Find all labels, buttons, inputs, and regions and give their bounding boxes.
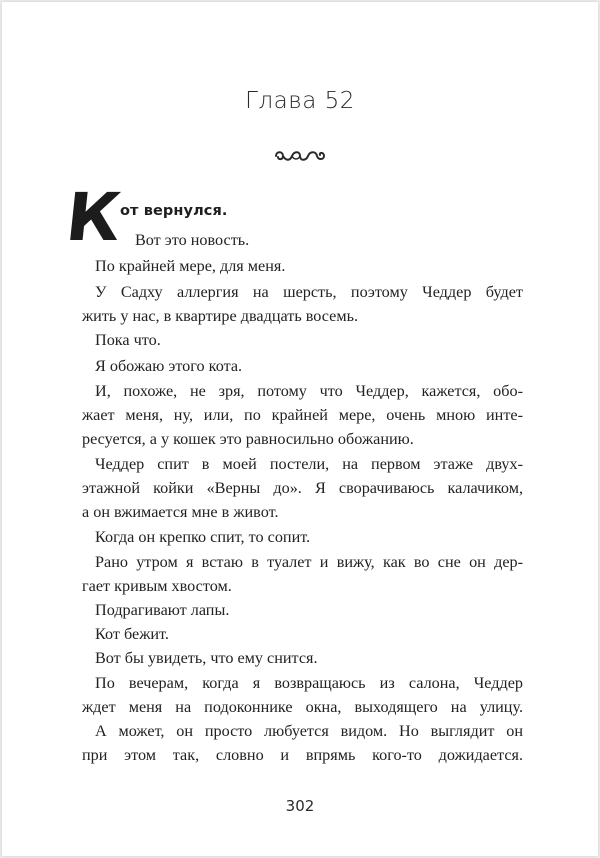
book-page bbox=[2, 2, 598, 856]
drop-cap-text: К bbox=[62, 179, 125, 256]
paragraph-line: Пока что. bbox=[95, 331, 161, 349]
paragraph-line: Рано утром я встаю в туалет и вижу, как во сне он дер- bbox=[95, 553, 523, 571]
paragraph-line: Подрагивают лапы. bbox=[95, 601, 230, 619]
paragraph-line: ресуется, а у кошек это равносильно обожанию. bbox=[82, 430, 414, 448]
paragraph-line: Чеддер спит в моей постели, на первом этаже двух- bbox=[95, 455, 523, 473]
paragraph-line: По крайней мере, для меня. bbox=[95, 257, 286, 275]
paragraph-line: жить у нас, в квартире двадцать восемь. bbox=[82, 307, 359, 325]
paragraph-line: И, похоже, не зря, потому что Чеддер, кажется, обо- bbox=[95, 382, 523, 400]
paragraph-line: гает кривым хвостом. bbox=[82, 577, 232, 595]
paragraph-line: Вот это новость. bbox=[135, 231, 250, 249]
paragraph-line: этажной койки «Верны до». Я сворачиваюсь калачиком, bbox=[82, 479, 523, 497]
page-number: 302 bbox=[285, 797, 315, 815]
swirl-ornament-icon bbox=[270, 147, 330, 165]
paragraph-line: жает меня, ну, или, по крайней мере, очень мною инте- bbox=[82, 406, 523, 424]
paragraph-line: ждет меня на подоконнике окна, выходящего на улицу. bbox=[82, 698, 523, 716]
paragraph-line: Когда он крепко спит, то сопит. bbox=[95, 528, 311, 546]
paragraph-line: Я обожаю этого кота. bbox=[95, 357, 243, 375]
paragraph-line: а он вжимается мне в живот. bbox=[82, 503, 279, 521]
paragraph-line: А может, он просто любуется видом. Но выглядит он bbox=[95, 722, 523, 740]
paragraph-line: при этом так, словно и впрямь кого-то дожидается. bbox=[82, 746, 523, 764]
paragraph-line: Вот бы увидеть, что ему снится. bbox=[95, 649, 318, 667]
chapter-title: Глава 52 bbox=[245, 88, 355, 114]
paragraph-line: У Садху аллергия на шерсть, поэтому Чеддер будет bbox=[95, 283, 523, 301]
paragraph-line: По вечерам, когда я возвращаюсь из салона, Чеддер bbox=[95, 674, 523, 692]
lead-in-text: от вернулся. bbox=[120, 203, 228, 219]
paragraph-line: Кот бежит. bbox=[95, 625, 169, 643]
drop-cap-letter bbox=[62, 179, 126, 256]
